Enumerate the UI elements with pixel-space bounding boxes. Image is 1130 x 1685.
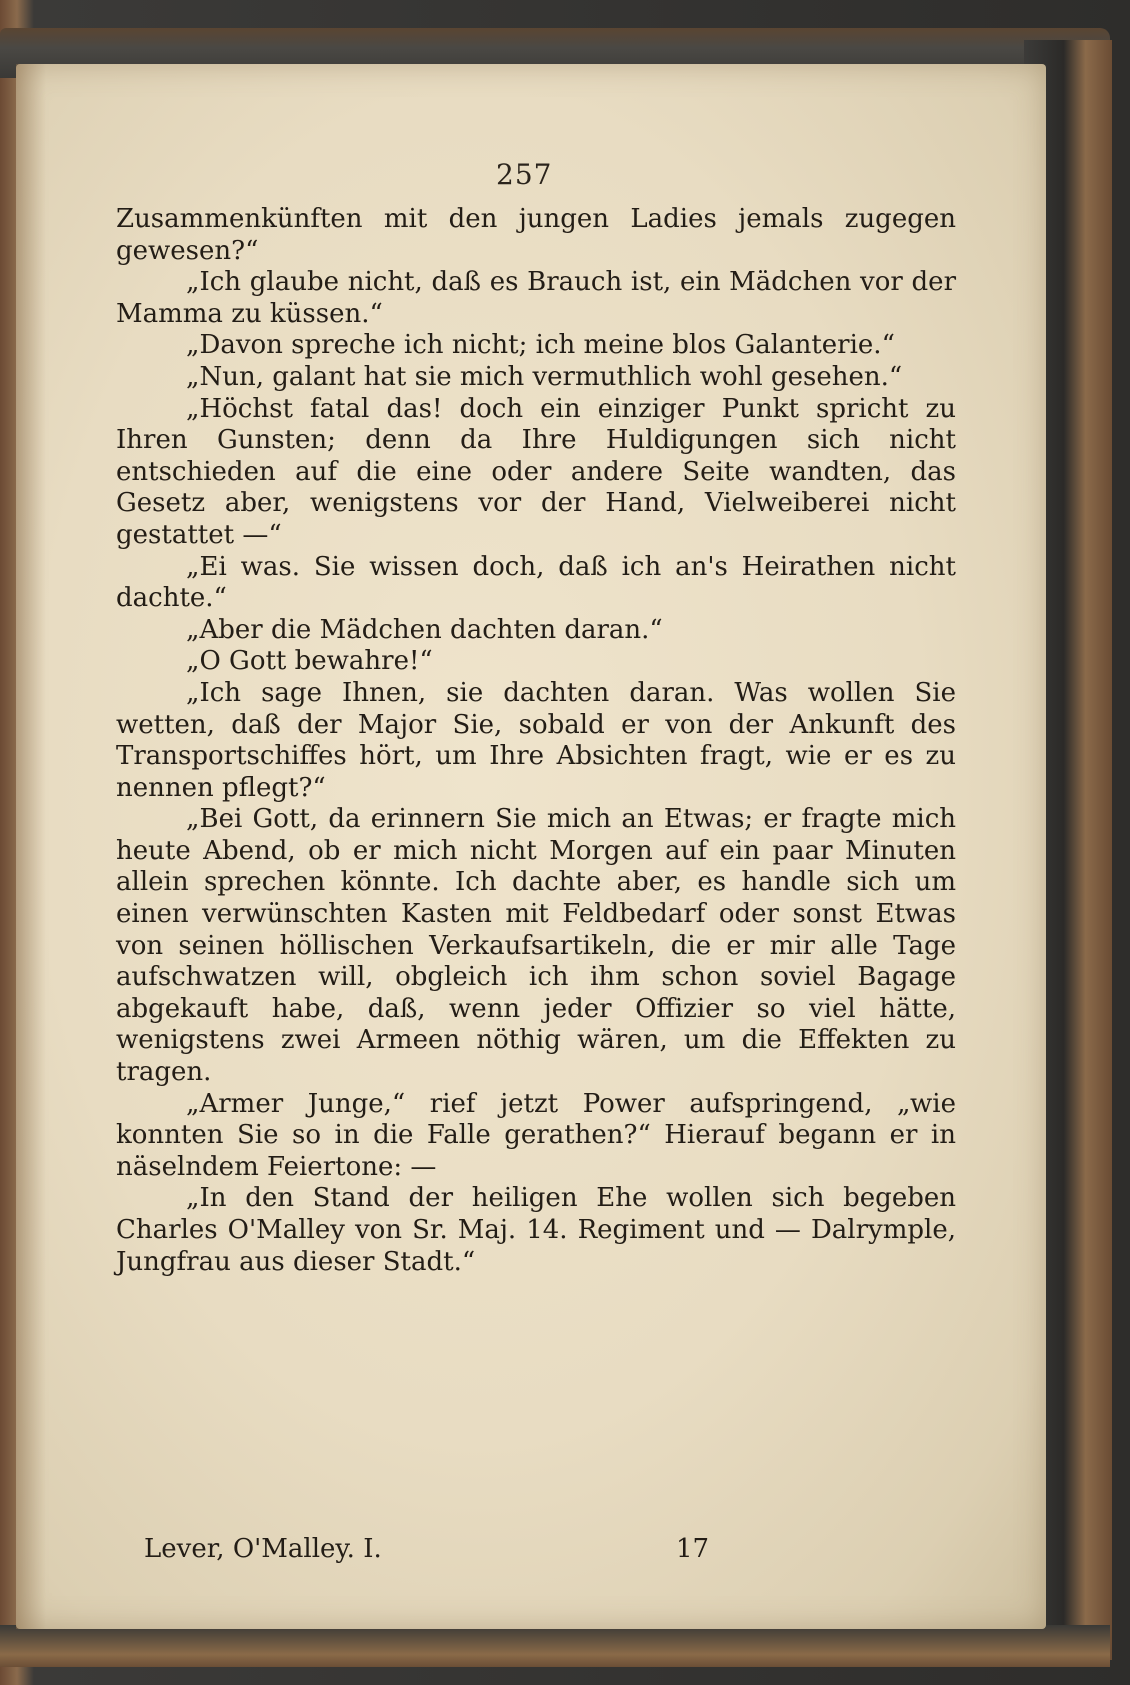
- paragraph: „In den Stand der heiligen Ehe wollen sich begeben Charles O'Malley von Sr. Maj. 14. Regiment und — Dalrymple, Jungfrau aus dieser Stadt.“: [116, 1183, 956, 1277]
- footer-sheet-number: 17: [676, 1534, 710, 1564]
- page-number: 257: [496, 158, 553, 191]
- paragraph: „Höchst fatal das! doch ein einziger Punkt spricht zu Ihren Gunsten; denn da Ihre Huldigungen sich nicht entschieden auf die eine oder andere Seite wandten, das Gesetz aber, wenigstens vor der Hand, Vielweiberei nicht gestattet —“: [116, 393, 956, 550]
- paragraph: „Armer Junge,“ rief jetzt Power aufspringend, „wie konnten Sie so in die Falle gerathen?“ Hierauf begann er in näselndem Feiertone: —: [116, 1088, 956, 1182]
- book-cover-bottom-edge: [0, 1625, 1110, 1667]
- page-text-block: [116, 204, 956, 1278]
- paragraph: „Ei was. Sie wissen doch, daß ich an's Heirathen nicht dachte.“: [116, 551, 956, 614]
- paragraph: „Ich sage Ihnen, sie dachten daran. Was wollen Sie wetten, daß der Major Sie, sobald er von der Ankunft des Transportschiffes hört, um Ihre Absichten fragt, wie er es zu nennen pflegt?“: [116, 677, 956, 803]
- paragraph: „Nun, galant hat sie mich vermuthlich wohl gesehen.“: [186, 361, 903, 392]
- paragraph: Zusammenkünften mit den jungen Ladies jemals zugegen gewesen?“: [116, 204, 956, 266]
- footer-signature: Lever, O'Malley. I.: [144, 1534, 382, 1564]
- book-page: [16, 64, 1046, 1629]
- paragraph: „Davon spreche ich nicht; ich meine blos Galanterie.“: [186, 330, 895, 361]
- paragraph: „O Gott bewahre!“: [186, 646, 433, 677]
- paragraph: „Ich glaube nicht, daß es Brauch ist, ein Mädchen vor der Mamma zu küssen.“: [116, 267, 956, 329]
- paragraph: „Bei Gott, da erinnern Sie mich an Etwas; er fragte mich heute Abend, ob er mich nicht Morgen auf ein paar Minuten allein sprechen könnte. Ich dachte aber, es handle sich um einen verwünschten Kasten mit Feldbedarf oder sonst Etwas von seinen höllischen Verkaufsartikeln, die er mir alle Tage aufschwatzen will, obgleich ich ihm schon soviel Bagage abgekauft habe, daß, wenn jeder Offizier so viel hätte, wenigstens zwei Armeen nöthig wären, um die Effekten zu tragen.: [116, 804, 956, 1088]
- paragraph: „Aber die Mädchen dachten daran.“: [186, 614, 663, 645]
- page-gutter-shadow: [16, 64, 46, 1629]
